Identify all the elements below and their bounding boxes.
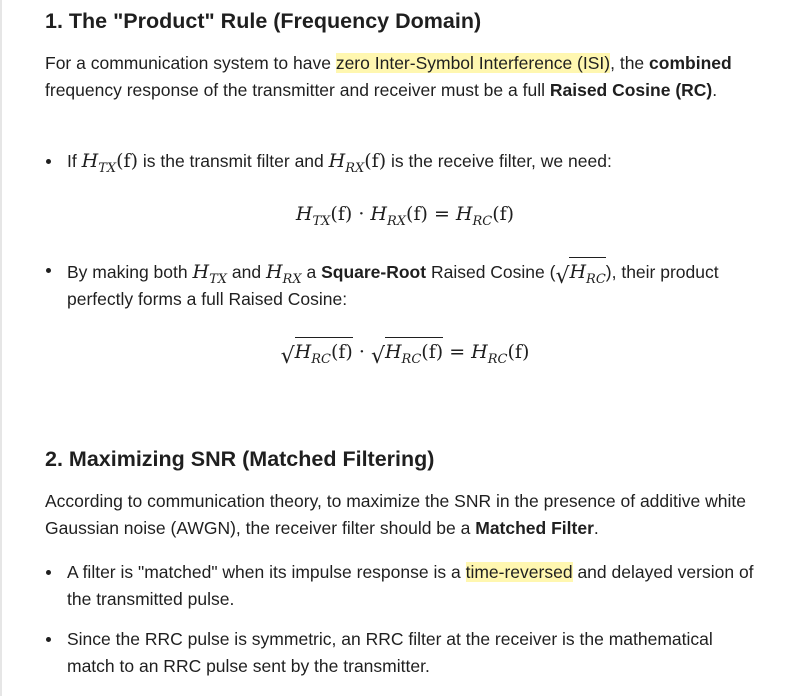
text: frequency response of the transmitter and receiver must be a full [45,79,545,100]
text: is the receive filter, we need: [391,151,612,171]
list-item [45,559,760,612]
math-sqrt-hrc: √ $H_{RC}$ [555,257,605,286]
paragraph-product-rule [45,50,757,103]
left-border [0,0,2,696]
bold-square-root: Square-Root [321,262,427,282]
text: Since the RRC pulse is symmetric, an RRC filter at the receiver is the mathematical match to an RRC pulse sent by the transmitter. [67,629,713,676]
equation-sqrt-product: √ $H_{RC}(f)$ · √ $H_{RC}(f) = H_{RC}(f)$ [45,337,765,366]
bold-matched-filter: Matched Filter [475,517,594,538]
list-item [45,626,760,679]
text: ), their product perfectly forms a full Raised Cosine: [67,262,719,309]
text: For a communication system to have [45,53,331,73]
text: . [712,79,718,100]
text: , the [610,53,645,73]
math-htx: $H_{TX}(f)$ [81,150,138,176]
text: By making both [67,262,188,282]
math-hrx: $H_{RX}$ [265,261,302,287]
bullet-list-1 [45,148,760,175]
text: and [231,262,262,282]
list-item [45,257,760,312]
text: Raised Cosine ( [430,262,556,282]
bullet-list-3 [45,559,760,679]
highlight-time-reversed: time-reversed [465,562,573,582]
bold-combined: combined [649,53,732,73]
math-hrx: $H_{RX}(f)$ [328,150,387,176]
list-item [45,148,760,175]
math-htx: $H_{TX}$ [192,261,228,287]
section-heading-matched-filtering: 2. Maximizing SNR (Matched Filtering) [45,447,435,471]
text: is the transmit filter and [142,151,324,171]
paragraph-matched-filtering [45,488,757,541]
text: A filter is "matched" when its impulse response is a [67,562,461,582]
text: a [306,262,317,282]
bullet-list-2 [45,257,760,312]
text: According to communication theory, to maximize the SNR in the presence of additive white Gaussian noise (AWGN), the receiver filter should be a [45,491,746,538]
equation-product: $H_{TX}(f) \cdot H_{RX}(f) = H_{RC}(f)$ [295,203,515,229]
text: and delayed version of the transmitted pulse. [67,562,754,609]
text: If [67,151,77,171]
text: . [593,517,599,538]
section-heading-product-rule: 1. The "Product" Rule (Frequency Domain) [45,9,482,33]
bold-raised-cosine: Raised Cosine (RC) [549,79,713,100]
highlight-zero-isi: zero Inter-Symbol Interference (ISI) [335,53,611,73]
